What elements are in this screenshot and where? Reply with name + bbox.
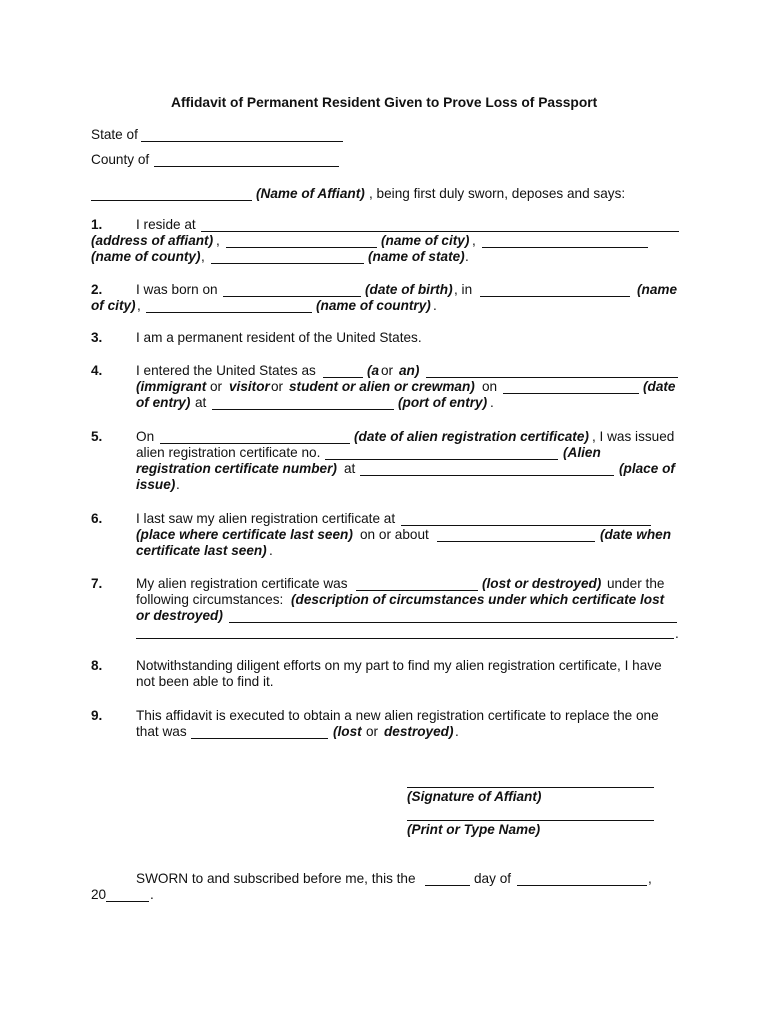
visitor-hint: visitor: [229, 379, 270, 394]
at-text: at: [195, 395, 207, 410]
address-hint: (address of affiant): [91, 233, 214, 248]
state-hint: (name of state): [368, 249, 465, 264]
county-label: County of: [91, 152, 150, 167]
comma: ,: [137, 298, 141, 313]
circumstances-hint: (description of circumstances under which certificate lost: [291, 592, 665, 607]
county-hint: (name of county): [91, 249, 201, 264]
last-seen-place-hint: (place where certificate last seen): [136, 527, 353, 542]
item4-text: I entered the United States as: [136, 363, 316, 378]
or-text: or: [271, 379, 284, 394]
period: .: [269, 543, 273, 558]
lost-destroyed-field[interactable]: [356, 590, 478, 591]
student-crewman-hint: student or alien or crewman): [289, 379, 475, 394]
entry-date-hint-cont: of entry): [136, 395, 191, 410]
comma: ,: [648, 871, 652, 886]
intro-text: , being first duly sworn, deposes and says:: [369, 186, 626, 201]
or-text: or: [381, 363, 394, 378]
period: .: [433, 298, 437, 313]
item8-text: Notwithstanding diligent efforts on my part to find my alien registration certificate, I have: [136, 658, 662, 673]
item-number: 9.: [91, 708, 103, 723]
item-number: 7.: [91, 576, 103, 591]
immigrant-hint: (immigrant: [136, 379, 207, 394]
period: .: [675, 626, 679, 641]
cert-date-field[interactable]: [160, 443, 350, 444]
affiant-name-field[interactable]: [91, 200, 252, 201]
year-prefix: 20: [91, 887, 107, 902]
city-field[interactable]: [226, 247, 377, 248]
birth-city-hint: (name: [637, 282, 678, 297]
county-field[interactable]: [154, 166, 339, 167]
item-number: 5.: [91, 429, 103, 444]
cert-number-hint: registration certificate number): [136, 461, 337, 476]
comma: ,: [472, 233, 476, 248]
birth-city-field[interactable]: [480, 296, 630, 297]
port-field[interactable]: [212, 409, 394, 410]
period: .: [455, 724, 459, 739]
state-name-field[interactable]: [211, 263, 364, 264]
issue-place-field[interactable]: [360, 475, 614, 476]
in-text: , in: [454, 282, 473, 297]
day-of-text: day of: [474, 871, 512, 886]
print-name-label: (Print or Type Name): [407, 822, 541, 837]
issue-place-hint: (place of: [619, 461, 675, 476]
following-text: following circumstances:: [136, 592, 284, 607]
signature-label: (Signature of Affiant): [407, 789, 542, 804]
lost-destroyed-hint: (lost or destroyed): [482, 576, 602, 591]
item-number: 3.: [91, 330, 103, 345]
last-seen-hint-cont: certificate last seen): [136, 543, 267, 558]
at-text: at: [344, 461, 356, 476]
period: .: [465, 249, 469, 264]
entry-date-field[interactable]: [503, 393, 639, 394]
item-number: 2.: [91, 282, 103, 297]
a-an-field[interactable]: [323, 377, 363, 378]
port-hint: (port of entry): [398, 395, 488, 410]
circumstances-field-2[interactable]: [136, 638, 674, 639]
cert-date-hint: (date of alien registration certificate): [354, 429, 589, 444]
address-field[interactable]: [201, 231, 679, 232]
that-was-text: that was: [136, 724, 187, 739]
print-name-field[interactable]: [407, 820, 654, 821]
item6-text: I last saw my alien registration certificate at: [136, 511, 396, 526]
comma: ,: [201, 249, 205, 264]
lost-hint: (lost: [333, 724, 362, 739]
city-hint: (name of city): [381, 233, 470, 248]
dob-field[interactable]: [223, 296, 361, 297]
issue-hint-cont: issue): [136, 477, 176, 492]
item7-text: My alien registration certificate was: [136, 576, 348, 591]
cert-number-field[interactable]: [325, 459, 558, 460]
birth-city-hint-cont: of city): [91, 298, 136, 313]
destroyed-hint: destroyed): [384, 724, 454, 739]
dob-hint: (date of birth): [365, 282, 453, 297]
signature-field[interactable]: [407, 787, 654, 788]
country-field[interactable]: [146, 312, 312, 313]
an-hint: an): [399, 363, 420, 378]
last-seen-date-field[interactable]: [437, 541, 595, 542]
state-field[interactable]: [141, 141, 343, 142]
last-seen-place-field[interactable]: [401, 525, 651, 526]
affiant-name-hint: (Name of Affiant): [256, 186, 365, 201]
item-number: 4.: [91, 363, 103, 378]
last-seen-date-hint: (date when: [600, 527, 671, 542]
country-hint: (name of country): [316, 298, 431, 313]
entry-date-hint: (date: [643, 379, 676, 394]
item-number: 1.: [91, 217, 103, 232]
or-text: or: [210, 379, 223, 394]
month-field[interactable]: [517, 885, 647, 886]
day-field[interactable]: [425, 885, 470, 886]
circumstances-field-1[interactable]: [229, 622, 677, 623]
issued-text: , I was issued: [592, 429, 675, 444]
item8-text-cont: not been able to find it.: [136, 674, 274, 689]
item2-text: I was born on: [136, 282, 218, 297]
document-title: Affidavit of Permanent Resident Given to Prove Loss of Passport: [171, 95, 598, 110]
item-number: 6.: [91, 511, 103, 526]
on-text: on: [482, 379, 498, 394]
item1-text: I reside at: [136, 217, 196, 232]
county-name-field[interactable]: [482, 247, 648, 248]
period: .: [150, 887, 154, 902]
item-number: 8.: [91, 658, 103, 673]
cert-no-text: alien registration certificate no.: [136, 445, 321, 460]
circumstances-hint-cont: or destroyed): [136, 608, 223, 623]
comma: ,: [216, 233, 220, 248]
or-text: or: [366, 724, 379, 739]
year-field[interactable]: [106, 901, 149, 902]
a-hint: (a: [367, 363, 380, 378]
entry-type-field[interactable]: [426, 377, 678, 378]
on-text: On: [136, 429, 155, 444]
lost-or-destroyed-field[interactable]: [191, 738, 328, 739]
period: .: [176, 477, 180, 492]
under-the-text: under the: [607, 576, 665, 591]
period: .: [490, 395, 494, 410]
item9-text: This affidavit is executed to obtain a new alien registration certificate to replace the one: [136, 708, 659, 723]
sworn-text: SWORN to and subscribed before me, this the: [136, 871, 416, 886]
on-or-about-text: on or about: [360, 527, 429, 542]
alien-hint: (Alien: [563, 445, 601, 460]
state-label: State of: [91, 127, 138, 142]
item3-text: I am a permanent resident of the United States.: [136, 330, 422, 345]
